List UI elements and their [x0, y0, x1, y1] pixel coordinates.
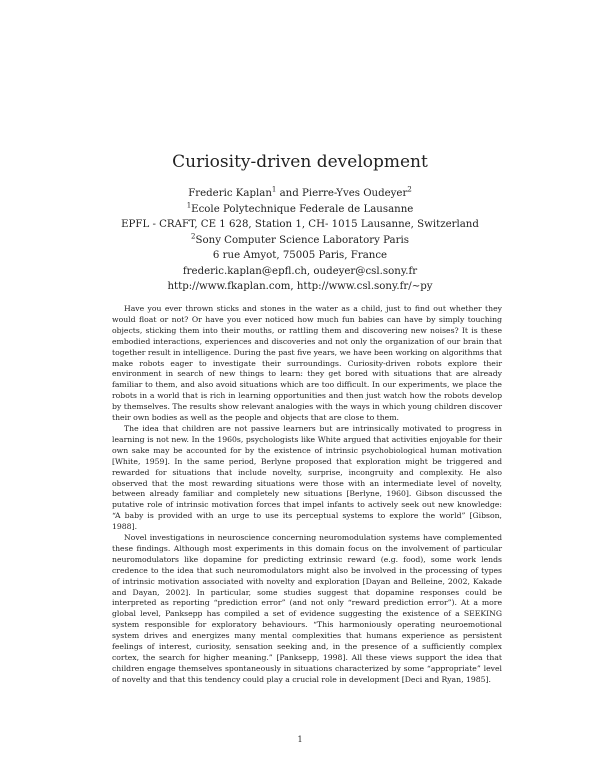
affiliation-2-name: $^2$Sony Computer Science Laboratory Paris: [191, 232, 409, 246]
body-paragraph: Have you ever thrown sticks and stones in the water as a child, just to find out whether they would float or not? Or have you ever noticed how much fun babies can have by simply touching objects, sticking them into their mouths, or rattling them and discovering new noises? It is these embodied interactions, experiences and discoveries and not only the organization of our brain that together result in intelligence. During the past five years, we have been working on algorithms that make robots eager to investigate their surroundings. Curiosity-driven robots explore their environment in search of new things to learn: they get bored with situations that are already familiar to them, and also avoid situations which are too difficult. In our experiments, we place the robots in a world that is rich in learning opportunities and then just watch how the robots develop by themselves. The results show relevant analogies with the ways in which young children discover their own bodies as well as the people and objects that are close to them.: [112, 304, 502, 423]
paper-title: Curiosity-driven development: [172, 152, 428, 172]
body-paragraph: Novel investigations in neuroscience concerning neuromodulation systems have complemented these findings. Although most experiments in this domain focus on the involvement of particular neuromodulators like dopamine for predicting extrinsic reward (e.g. food), some work lends credence to the idea that such neuromodulators might also be involved in the processing of types of intrinsic motivation associated with novelty and exploration [Dayan and Belleine, 2002, Kakade and Dayan, 2002]. In particular, some studies suggest that dopamine responses could be interpreted as reporting “prediction error” (and not only “reward prediction error”). At a more global level, Panksepp has compiled a set of evidence suggesting the existence of a SEEKING system responsible for exploratory behaviours. “This harmoniously operating neuroemotional system drives and energizes many mental complexities that humans experience as persistent feelings of interest, curiosity, sensation seeking and, in the presence of a sufficiently complex cortex, the search for higher meaning.” [Panksepp, 1998]. All these views support the idea that children engage themselves spontaneously in situations characterized by some “appropriate” level of novelty and that this tendency could play a crucial role in development [Deci and Ryan, 1985].: [112, 533, 502, 684]
author-1-affiliation-mark: 1: [271, 185, 277, 194]
affiliation-1-name: $^1$Ecole Polytechnique Federale de Lausanne: [186, 201, 414, 215]
author-block: [0, 186, 600, 295]
author-urls: http://www.fkaplan.com, http://www.csl.sony.fr/∼py: [167, 281, 433, 292]
affiliation-1-address: EPFL - CRAFT, CE 1 628, Station 1, CH- 1015 Lausanne, Switzerland: [121, 219, 479, 230]
paper-body: [112, 304, 502, 686]
body-paragraph: The idea that children are not passive learners but are intrinsically motivated to progress in learning is not new. In the 1960s, psychologists like White argued that activities enjoyable for their own sake may be accounted for by the existence of intrinsic psychobiological human motivation [White, 1959]. In the same period, Berlyne proposed that exploration might be triggered and rewarded for situations that include novelty, surprise, incongruity and complexity. He also observed that the most rewarding situations were those with an intermediate level of novelty, between already familiar and completely new situations [Berlyne, 1960]. Gibson discussed the putative role of intrinsic motivation forces that impel infants to actively seek out new knowledge: “A baby is provided with an urge to use its perceptual systems to explore the world” [Gibson, 1988].: [112, 423, 502, 532]
author-1: Frederic Kaplan: [188, 188, 272, 199]
page-number: 1: [297, 735, 303, 744]
author-names: [0, 186, 600, 202]
author-emails: frederic.kaplan@epfl.ch, oudeyer@csl.sony.fr: [182, 265, 418, 277]
author-2: and Pierre-Yves Oudeyer: [276, 188, 408, 199]
affiliation-2-address: 6 rue Amyot, 75005 Paris, France: [212, 250, 388, 261]
author-2-affiliation-mark: 2: [407, 185, 412, 194]
